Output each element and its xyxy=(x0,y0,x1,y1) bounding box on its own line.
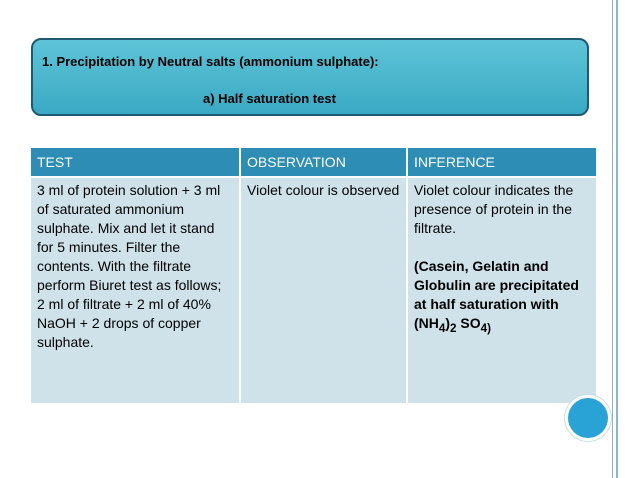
inference-protein-list xyxy=(414,258,579,335)
title-heading: 1. Precipitation by Neutral salts (ammonium sulphate): xyxy=(42,54,379,69)
sulphate-so: SO xyxy=(456,315,481,331)
table-row xyxy=(31,177,596,403)
table-header-row xyxy=(31,148,596,177)
title-box xyxy=(31,38,589,116)
cell-inference xyxy=(407,177,596,403)
decorative-circle xyxy=(568,398,608,438)
experiment-table xyxy=(31,148,596,403)
right-border-line-thick xyxy=(616,0,618,478)
title-subheading: a) Half saturation test xyxy=(203,91,336,106)
subscript-2: 2 xyxy=(450,321,457,335)
inference-text: Violet colour indicates the presence of protein in the filtrate. xyxy=(414,182,574,236)
subscript-4: 4 xyxy=(438,321,446,335)
inference-bold-text: (Casein, Gelatin and Globulin are precipitated at half saturation with (NH xyxy=(414,258,579,331)
header-observation: OBSERVATION xyxy=(240,148,407,177)
header-test: TEST xyxy=(31,148,240,177)
cell-test: 3 ml of protein solution + 3 ml of saturated ammonium sulphate. Mix and let it stand for 5 minutes. Filter the contents. With the filtrate perform Biuret test as follows; 2 ml of filtrate + 2 ml of 40% NaOH + 2 drops of copper sulphate. xyxy=(31,177,240,403)
header-inference: INFERENCE xyxy=(407,148,596,177)
close-paren: ) xyxy=(445,315,451,331)
cell-observation: Violet colour is observed xyxy=(240,177,407,403)
subscript-4-close: 4) xyxy=(480,321,492,335)
right-border-line xyxy=(612,0,613,478)
